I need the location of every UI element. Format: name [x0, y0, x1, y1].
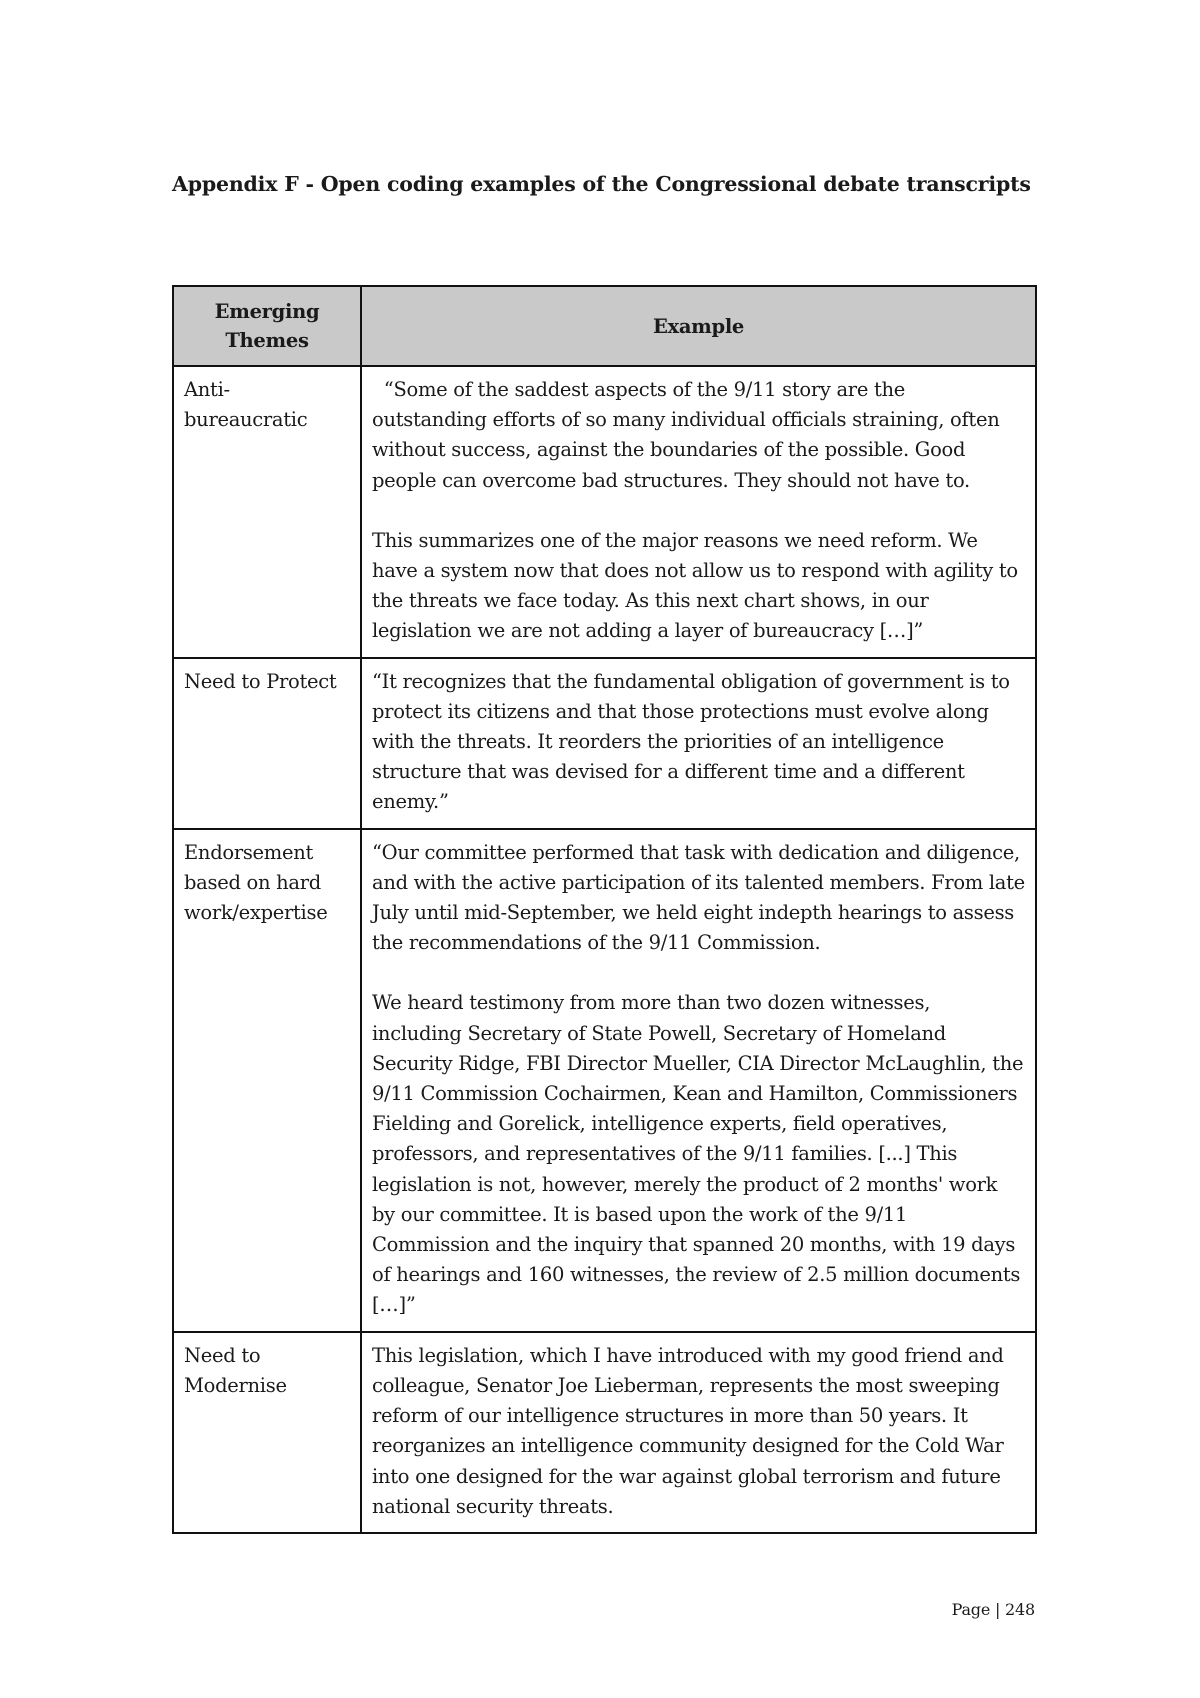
example-paragraph: We heard testimony from more than two dozen witnesses, including Secretary of State Powell, Secretary of Homeland Security Ridge, FBI Director Mueller, CIA Director McLaughlin, the 9/11 Commission Cochairmen, Kean and Hamilton, Commissioners Fielding and Gorelick, intelligence experts, field operatives, professors, and representatives of the 9/11 families. [...] This legislation is not, however, merely the product of 2 months' work by our committee. It is based upon the work of the 9/11 Commission and the inquiry that spanned 20 months, with 19 days of hearings and 160 witnesses, the review of 2.5 million documents […]”: [372, 991, 1024, 1317]
example-paragraph: “Some of the saddest aspects of the 9/11 story are the outstanding efforts of so many individual officials straining, often without success, against the boundaries of the possible. Good people can overcome bad structures. They should not have to.: [372, 378, 1000, 492]
example-cell: [361, 829, 1036, 1332]
theme-cell: Need to Protect: [173, 658, 361, 829]
example-paragraph: “Our committee performed that task with dedication and diligence, and with the active participation of its talented members. From late July until mid-September, we held eight indepth hearings to assess the recommendations of the 9/11 Commission.: [372, 840, 1025, 955]
coding-table: [172, 285, 1037, 1534]
header-example: Example: [361, 286, 1036, 366]
table-header-row: [173, 286, 1036, 366]
theme-cell: Endorsement based on hard work/expertise: [173, 829, 361, 1332]
example-cell: [361, 366, 1036, 658]
table-row: [173, 366, 1036, 658]
example-cell: [361, 1332, 1036, 1533]
header-emerging-themes: Emerging Themes: [173, 286, 361, 366]
theme-cell: Need to Modernise: [173, 1332, 361, 1533]
example-cell: [361, 658, 1036, 829]
theme-cell: Anti-bureaucratic: [173, 366, 361, 658]
table-row: [173, 658, 1036, 829]
example-paragraph: This legislation, which I have introduced with my good friend and colleague, Senator Joe Lieberman, represents the most sweeping reform of our intelligence structures in more than 50 years. It reorganizes an intelligence community designed for the Cold War into one designed for the war against global terrorism and future national security threats.: [372, 1343, 1004, 1518]
page-number: Page | 248: [951, 1600, 1035, 1619]
example-paragraph: “It recognizes that the fundamental obligation of government is to protect its citizens and that those protections must evolve along with the threats. It reorders the priorities of an intelligence structure that was devised for a different time and a different enemy.”: [372, 669, 1010, 814]
page-title: Appendix F - Open coding examples of the Congressional debate transcripts: [172, 172, 1031, 196]
table-row: [173, 1332, 1036, 1533]
example-paragraph: This summarizes one of the major reasons we need reform. We have a system now that does not allow us to respond with agility to the threats we face today. As this next chart shows, in our legislation we are not adding a layer of bureaucracy […]”: [372, 528, 1018, 643]
table-row: [173, 829, 1036, 1332]
